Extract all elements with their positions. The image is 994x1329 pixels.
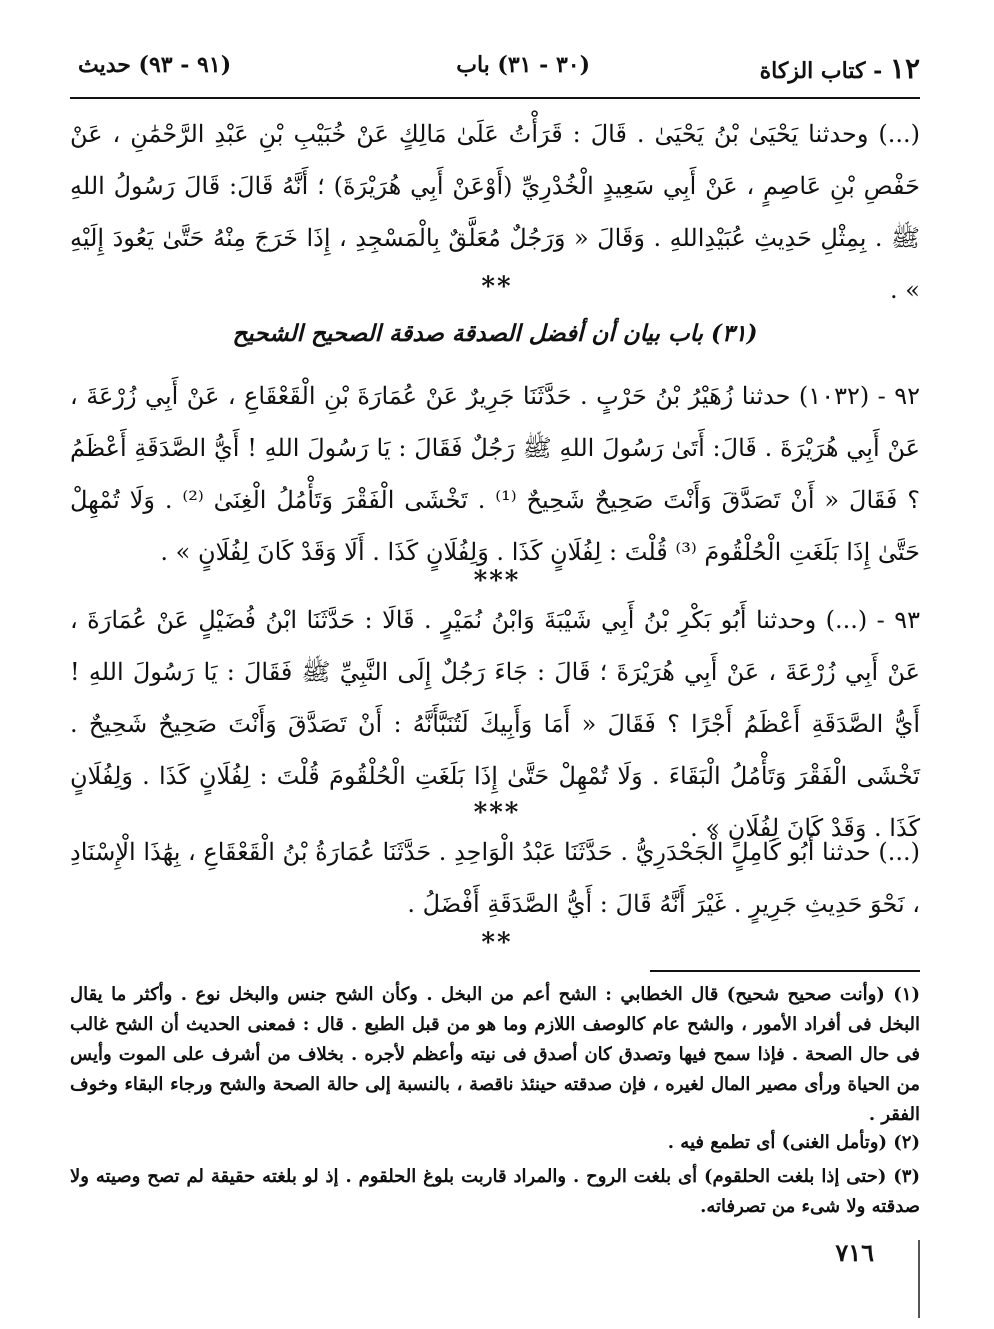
header-hadith-range: (٩١ - ٩٣) حديث	[78, 52, 232, 78]
footnote-2: (٢) (وتأمل الغنى) أى تطمع فيه .	[667, 1132, 920, 1153]
footnote-1: (١) (وأنت صحيح شحيح) قال الخطابي : الشح أعم من البخل . وكأن الشح جنس والبخل نوع . وأكثر ما يقال البخل فى أفراد الأمور ، والشح عام كالوصف اللازم وما هو من قبل الطبع . قال : فمعنى الحديث أن الشح غالب فى حال الصحة . فإذا سمح فيها وتصدق كان أصدق فى نيته وأعظم لأجره . بخلاف من أشرف على الموت وأيس من الحياة ورأى مصير المال لغيره ، فإن صدقته حينئذ ناقصة ، بالنسبة إلى حالة الصحة والشح ورجاء البقاء وخوف الفقر .	[70, 984, 920, 1125]
header-chapter-range: (٣٠ - ٣١) باب	[456, 52, 590, 78]
header-rule	[70, 97, 920, 99]
header-title-text: - كتاب الزكاة	[759, 58, 883, 84]
separator-stars-3: ***	[473, 798, 521, 828]
running-header	[70, 46, 920, 86]
header-page-marker: ١٢	[889, 52, 920, 85]
chapter-heading: (٣١) باب بيان أن أفضل الصدقة صدقة الصحيح الشحيح	[232, 320, 758, 347]
footnote-3: (٣) (حتى إذا بلغت الحلقوم) أى بلغت الروح . والمراد قاربت بلوغ الحلقوم . إذ لو بلغته حقيقة لم تصح وصيته ولا صدقته ولا شىء من تصرفاته.	[70, 1166, 920, 1217]
separator-stars-1: **	[481, 272, 513, 302]
hadith-93: ٩٣ - (...) وحدثنا أَبُو بَكْرِ بْنُ أَبِي شَيْبَةَ وَابْنُ نُمَيْرٍ . قَالَا : حَدَّثَنَا ابْنُ فُضَيْلٍ عَنْ عُمَارَةَ ، عَنْ أَبِي زُرْعَةَ ، عَنْ أَبِي هُرَيْرَةَ ؛ قَالَ : جَاءَ رَجُلٌ إِلَى النَّبِيِّ ﷺ فَقَالَ : يَا رَسُولَ اللهِ ! أَيُّ الصَّدَقَةِ أَعْظَمُ أَجْرًا ؟ فَقَالَ « أَمَا وَأَبِيكَ لَتُنَبَّأَنَّهُ : أَنْ تَصَدَّقَ وَأَنْتَ صَحِيحٌ شَحِيحٌ . تَخْشَى الْفَقْرَ وَتَأْمُلُ الْبَقَاءَ . وَلَا تُمْهِلْ حَتَّىٰ إِذَا بَلَغَتِ الْحُلْقُومَ قُلْتَ : لِفُلَانٍ كَذَا . وَلِفُلَانٍ كَذَا . وَقَدْ كَانَ لِفُلَانٍ » .	[70, 606, 920, 842]
separator-stars-4: **	[481, 928, 513, 958]
margin-line	[918, 1240, 920, 1318]
page-number: ٧١٦	[835, 1238, 874, 1267]
footnote-rule	[650, 970, 920, 972]
separator-stars-2: ***	[473, 566, 521, 596]
hadith-93-variant: (...) حدثنا أَبُو كَامِلٍ الْجَحْدَرِيُّ . حَدَّثَنَا عَبْدُ الْوَاحِدِ . حَدَّثَنَا عُمَارَةُ بْنُ الْقَعْقَاعِ ، بِهَٰذَا الْإِسْنَادِ ، نَحْوَ حَدِيثِ جَرِيرٍ . غَيْرَ أَنَّهُ قَالَ : أَيُّ الصَّدَقَةِ أَفْضَلُ .	[70, 838, 920, 918]
hadith-92: ٩٢ - (١٠٣٢) حدثنا زُهَيْرُ بْنُ حَرْبٍ . حَدَّثَنَا جَرِيرٌ عَنْ عُمَارَةَ بْنِ الْقَعْقَاعِ ، عَنْ أَبِي زُرْعَةَ ، عَنْ أَبِي هُرَيْرَةَ . قَالَ: أَتَىٰ رَسُولَ اللهِ ﷺ رَجُلٌ فَقَالَ : يَا رَسُولَ اللهِ ! أَيُّ الصَّدَقَةِ أَعْظَمُ ؟ فَقَالَ « أَنْ تَصَدَّقَ وَأَنْتَ صَحِيحٌ شَحِيحٌ ⁽¹⁾ . تَخْشَى الْفَقْرَ وَتَأْمُلُ الْغِنَىٰ ⁽²⁾ . وَلَا تُمْهِلْ حَتَّىٰ إِذَا بَلَغَتِ الْحُلْقُومَ ⁽³⁾ قُلْتَ : لِفُلَانٍ كَذَا . وَلِفُلَانٍ كَذَا . أَلَا وَقَدْ كَانَ لِفُلَانٍ » .	[70, 382, 921, 566]
header-book-title	[760, 52, 920, 85]
hadith-paragraph-1: (...) وحدثنا يَحْيَىٰ بْنُ يَحْيَىٰ . قَالَ : قَرَأْتُ عَلَىٰ مَالِكٍ عَنْ خُبَيْبِ بْنِ عَبْدِ الرَّحْمَٰنِ ، عَنْ حَفْصِ بْنِ عَاصِمٍ ، عَنْ أَبِي سَعِيدٍ الْخُدْرِيِّ (أَوْعَنْ أَبِي هُرَيْرَةَ) ؛ أَنَّهُ قَالَ: قَالَ رَسُولُ اللهِ ﷺ . بِمِثْلِ حَدِيثِ عُبَيْدِاللهِ . وَقَالَ « وَرَجُلٌ مُعَلَّقٌ بِالْمَسْجِدِ ، إِذَا خَرَجَ مِنْهُ حَتَّىٰ يَعُودَ إِلَيْهِ » .	[70, 120, 920, 304]
